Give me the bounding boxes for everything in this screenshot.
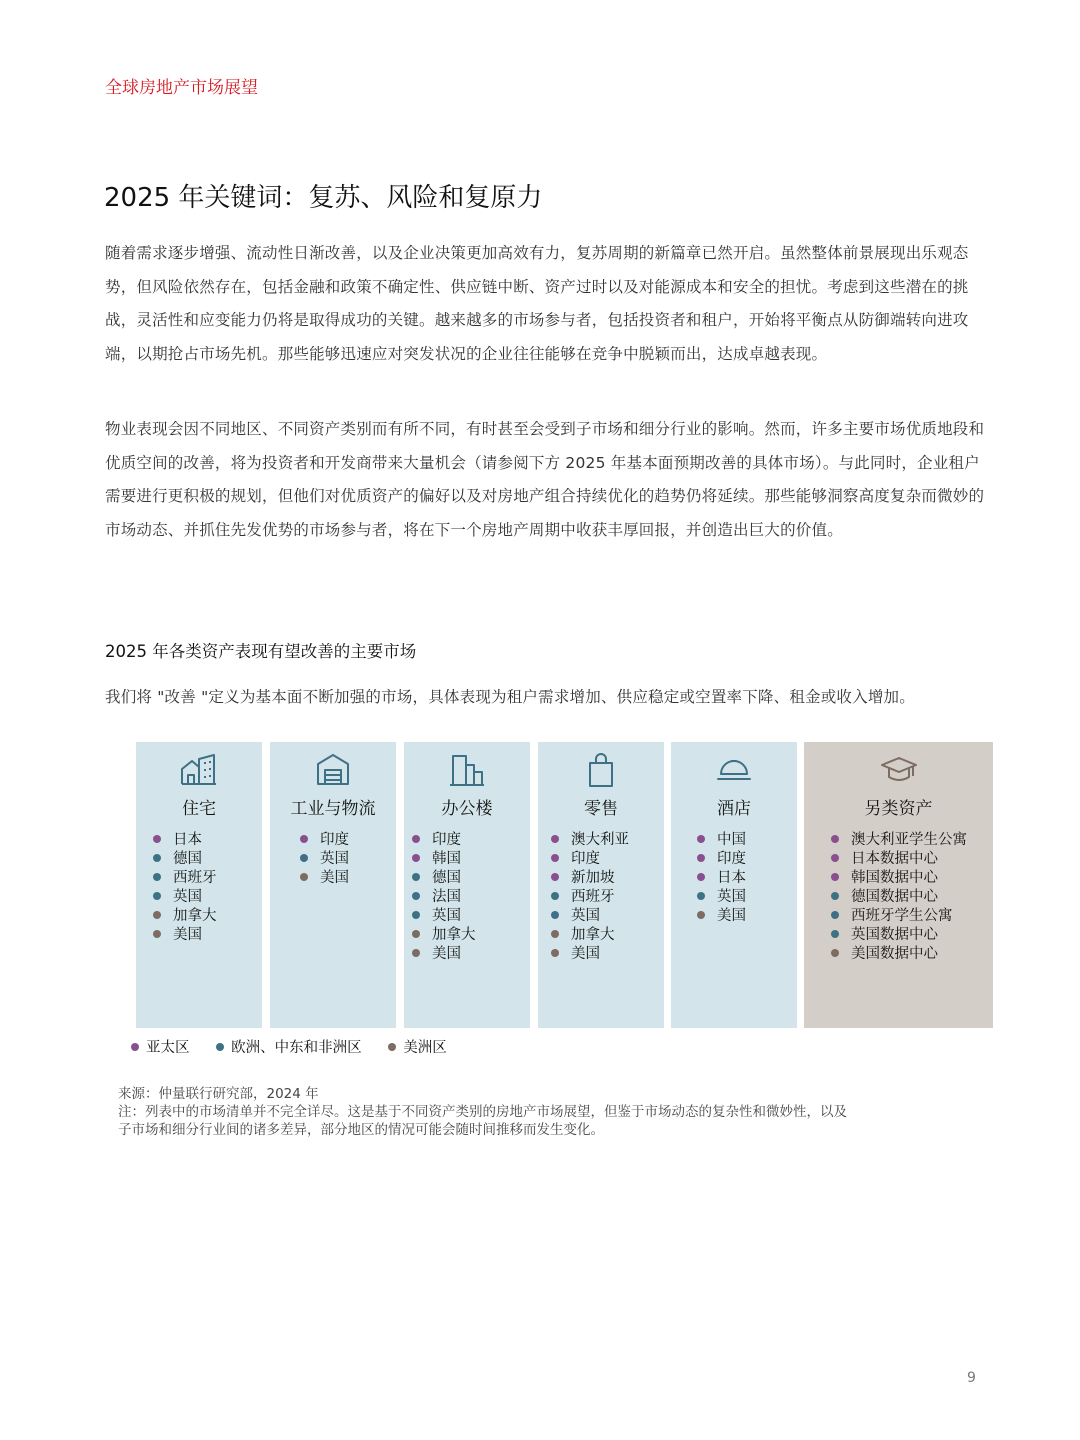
- asset-panel-retail: [538, 742, 664, 1028]
- asset-panel-residential: [136, 742, 262, 1028]
- list-item: 韩国数据中心: [831, 869, 967, 888]
- region-dot: [551, 949, 559, 957]
- note-line: 注：列表中的市场清单并不完全详尽。这是基于不同资产类别的房地产市场展望，但鉴于市场动态的复杂性和微妙性，以及: [118, 1104, 847, 1120]
- list-item: 德国: [412, 869, 476, 888]
- region-dot: [551, 930, 559, 938]
- panel-title: 另类资产: [864, 799, 933, 819]
- list-item: 中国: [697, 831, 746, 850]
- markets-subheading: 2025 年各类资产表现有望改善的主要市场: [105, 642, 417, 661]
- region-dot: [153, 873, 161, 881]
- region-dot: [831, 854, 839, 862]
- list-item: 德国: [153, 850, 217, 869]
- legend-dot: [388, 1043, 396, 1051]
- list-item: 澳大利亚学生公寓: [831, 831, 967, 850]
- list-item: 印度: [697, 850, 746, 869]
- region-dot: [153, 854, 161, 862]
- region-legend: [131, 1036, 469, 1057]
- list-item: 法国: [412, 888, 476, 907]
- market-list: [697, 831, 746, 926]
- list-item: 德国数据中心: [831, 888, 967, 907]
- list-item: 澳大利亚: [551, 831, 629, 850]
- list-item: 西班牙学生公寓: [831, 907, 967, 926]
- service-bell-icon: [714, 750, 754, 790]
- panel-title: 酒店: [717, 799, 751, 819]
- region-dot: [153, 835, 161, 843]
- region-dot: [300, 854, 308, 862]
- source-note: [118, 1085, 978, 1139]
- list-item: 英国: [300, 850, 349, 869]
- list-item: 加拿大: [412, 926, 476, 945]
- region-dot: [551, 892, 559, 900]
- region-dot: [697, 892, 705, 900]
- legend-item-emea: 欧洲、中东和非洲区: [216, 1036, 362, 1057]
- region-dot: [831, 911, 839, 919]
- asset-panel-alternatives: [804, 742, 993, 1028]
- region-dot: [551, 873, 559, 881]
- region-dot: [153, 930, 161, 938]
- region-dot: [412, 892, 420, 900]
- panel-title: 工业与物流: [290, 799, 376, 819]
- region-dot: [697, 873, 705, 881]
- region-dot: [551, 911, 559, 919]
- note-line-continued: 子市场和细分行业间的诸多差异，部分地区的情况可能会随时间推移而发生变化。: [118, 1122, 604, 1138]
- region-dot: [153, 892, 161, 900]
- region-dot: [412, 930, 420, 938]
- markets-intro: 我们将 "改善 "定义为基本面不断加强的市场，具体表现为租户需求增加、供应稳定或空置率下降、租金或收入增加。: [105, 688, 915, 706]
- legend-dot: [216, 1043, 224, 1051]
- market-list: [831, 831, 967, 964]
- region-dot: [831, 835, 839, 843]
- list-item: 西班牙: [153, 869, 217, 888]
- page-number: 9: [967, 1370, 976, 1386]
- legend-item-apac: 亚太区: [131, 1036, 190, 1057]
- list-item: 英国数据中心: [831, 926, 967, 945]
- market-list: [551, 831, 629, 964]
- list-item: 美国: [551, 945, 629, 964]
- region-dot: [831, 949, 839, 957]
- list-item: 美国: [300, 869, 349, 888]
- list-item: 美国: [153, 926, 217, 945]
- list-item: 加拿大: [153, 907, 217, 926]
- list-item: 美国数据中心: [831, 945, 967, 964]
- list-item: 日本: [697, 869, 746, 888]
- list-item: 韩国: [412, 850, 476, 869]
- asset-panel-hotels: [671, 742, 797, 1028]
- legend-dot: [131, 1043, 139, 1051]
- panel-title: 零售: [584, 799, 618, 819]
- list-item: 新加坡: [551, 869, 629, 888]
- list-item: 加拿大: [551, 926, 629, 945]
- region-dot: [412, 949, 420, 957]
- region-dot: [412, 835, 420, 843]
- list-item: 日本: [153, 831, 217, 850]
- graduation-cap-icon: [879, 750, 919, 790]
- legend-item-americas: 美洲区: [388, 1036, 447, 1057]
- region-dot: [831, 930, 839, 938]
- region-dot: [697, 854, 705, 862]
- body-paragraph-2: 物业表现会因不同地区、不同资产类别而有所不同，有时甚至会受到子市场和细分行业的影响。然而，许多主要市场优质地段和优质空间的改善，将为投资者和开发商带来大量机会（请参阅下方 2025 年基本面预期改善的具体市场）。与此同时，企业租户需要进行更积极的规划，但他们对优质资产的偏好以及对房地产组合持续优化的趋势仍将延续。那些能够洞察高度复杂而微妙的市场动态、并抓住先发优势的市场参与者，将在下一个房地产周期中收获丰厚回报，并创造出巨大的价值。: [105, 420, 985, 539]
- warehouse-icon: [313, 750, 353, 790]
- office-buildings-icon: [447, 750, 487, 790]
- list-item: 英国: [412, 907, 476, 926]
- body-paragraph-1: 随着需求逐步增强、流动性日渐改善，以及企业决策更加高效有力，复苏周期的新篇章已然开启。虽然整体前景展现出乐观态势，但风险依然存在，包括金融和政策不确定性、供应链中断、资产过时以及对能源成本和安全的担忧。考虑到这些潜在的挑战，灵活性和应变能力仍将是取得成功的关键。越来越多的市场参与者，包括投资者和租户，开始将平衡点从防御端转向进攻端，以期抢占市场先机。那些能够迅速应对突发状况的企业往往能够在竞争中脱颖而出，达成卓越表现。: [105, 244, 969, 363]
- residential-building-icon: [179, 750, 219, 790]
- list-item: 英国: [153, 888, 217, 907]
- market-list: [412, 831, 476, 964]
- region-dot: [300, 835, 308, 843]
- asset-panel-industrial-logistics: [270, 742, 396, 1028]
- panel-title: 办公楼: [441, 799, 493, 819]
- list-item: 美国: [697, 907, 746, 926]
- section-heading: 2025 年关键词：复苏、风险和复原力: [104, 183, 543, 213]
- region-dot: [412, 911, 420, 919]
- list-item: 日本数据中心: [831, 850, 967, 869]
- panel-title: 住宅: [182, 799, 216, 819]
- document-header-title: 全球房地产市场展望: [105, 78, 258, 98]
- list-item: 印度: [551, 850, 629, 869]
- region-dot: [697, 911, 705, 919]
- list-item: 英国: [697, 888, 746, 907]
- region-dot: [153, 911, 161, 919]
- region-dot: [551, 835, 559, 843]
- list-item: 印度: [412, 831, 476, 850]
- region-dot: [300, 873, 308, 881]
- region-dot: [697, 835, 705, 843]
- list-item: 美国: [412, 945, 476, 964]
- source-line: 来源：仲量联行研究部，2024 年: [118, 1086, 319, 1102]
- region-dot: [831, 873, 839, 881]
- list-item: 英国: [551, 907, 629, 926]
- market-list: [300, 831, 349, 888]
- asset-panel-office: [404, 742, 530, 1028]
- shopping-bag-icon: [581, 750, 621, 790]
- list-item: 印度: [300, 831, 349, 850]
- market-list: [153, 831, 217, 945]
- region-dot: [412, 854, 420, 862]
- region-dot: [551, 854, 559, 862]
- list-item: 西班牙: [551, 888, 629, 907]
- region-dot: [831, 892, 839, 900]
- region-dot: [412, 873, 420, 881]
